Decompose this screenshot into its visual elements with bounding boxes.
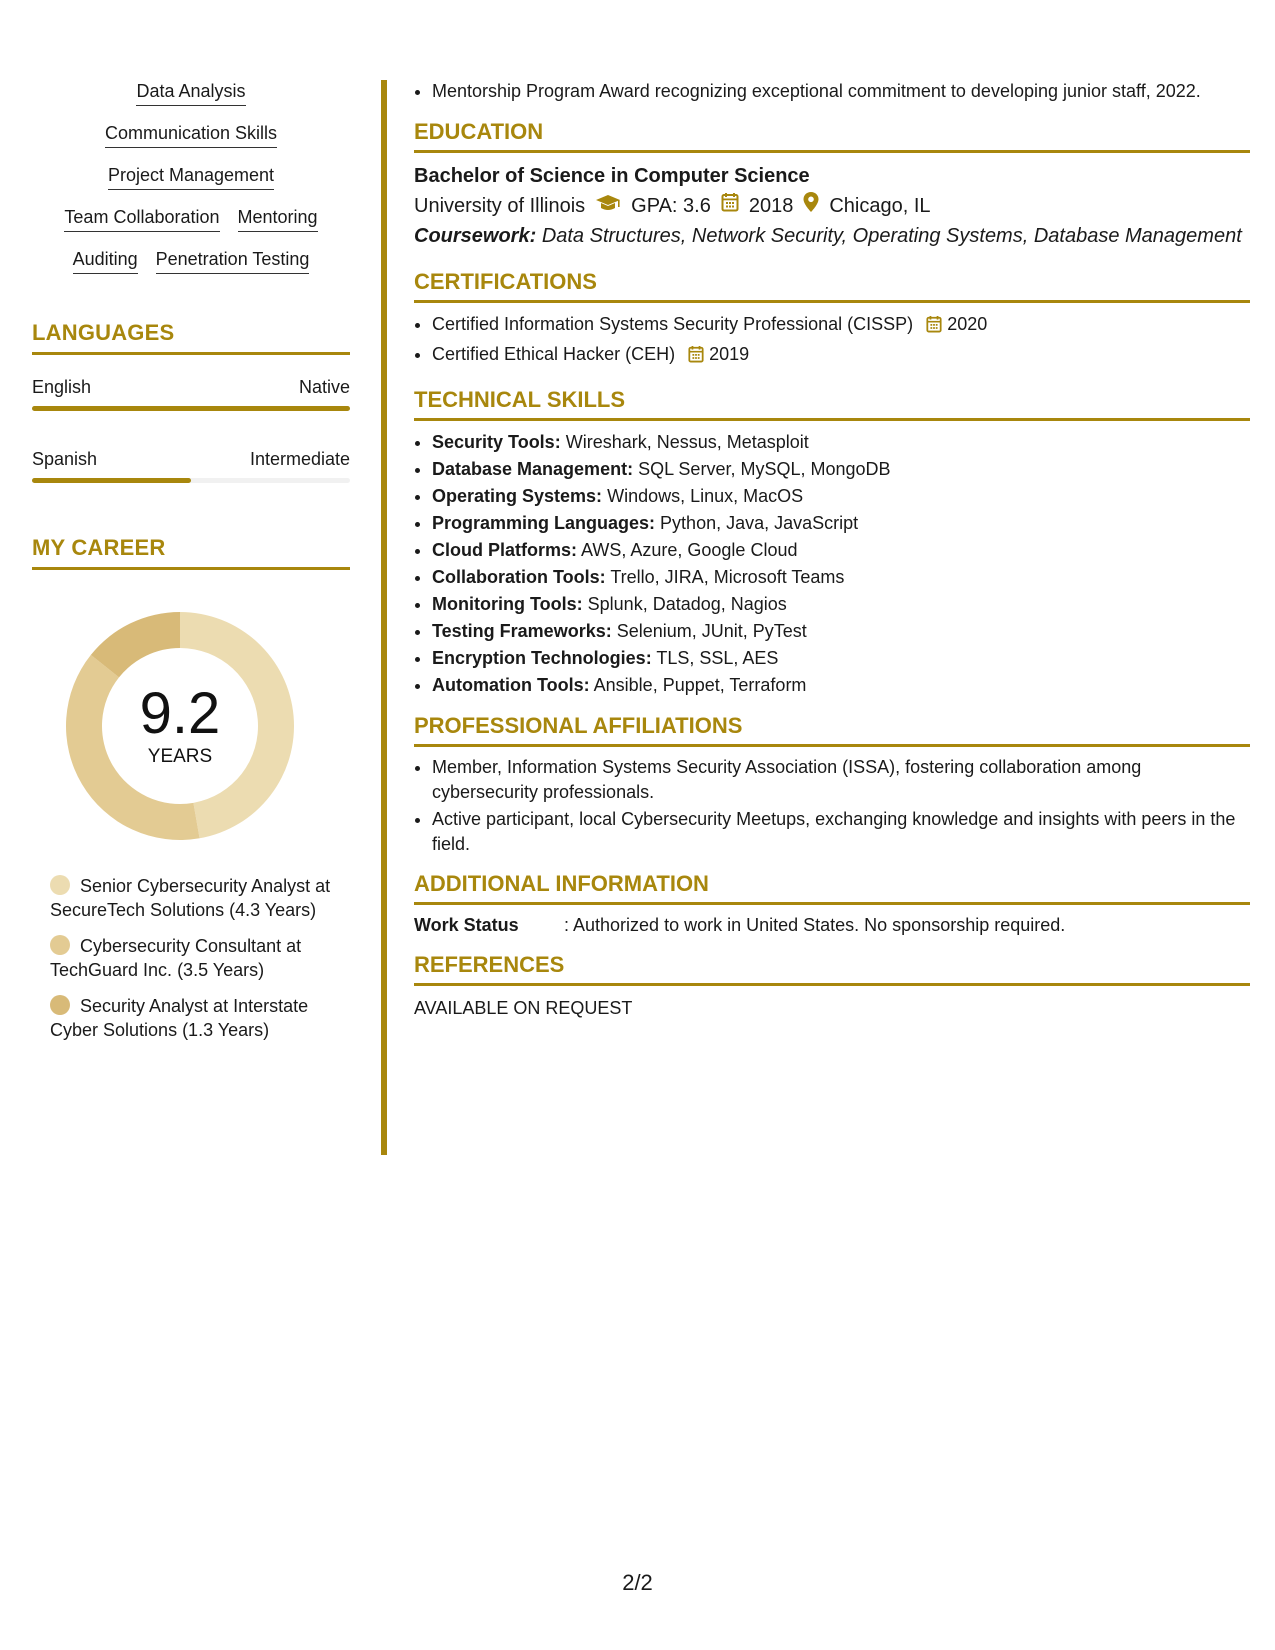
- legend-dot: [50, 995, 70, 1015]
- certification-name: Certified Ethical Hacker (CEH): [432, 344, 676, 364]
- career-label: Senior Cybersecurity Analyst at SecureTech Solutions (4.3 Years): [50, 876, 331, 920]
- calendar-icon: [688, 344, 704, 371]
- skill-tag: Project Management: [108, 164, 274, 190]
- calendar-icon: [721, 191, 739, 221]
- left-column: [32, 80, 350, 1054]
- language-row: [32, 377, 350, 398]
- education-degree: Bachelor of Science in Computer Science: [414, 165, 810, 187]
- languages-list: [32, 377, 350, 483]
- skill-tag: Auditing: [73, 248, 138, 274]
- additional-info-title: ADDITIONAL INFORMATION: [414, 871, 1250, 905]
- skill-row: [32, 80, 350, 106]
- career-donut: [66, 612, 294, 840]
- language-bar-fill: [32, 406, 350, 411]
- education-school: University of Illinois: [414, 195, 586, 217]
- tech-skill-value: Windows, Linux, MacOS: [607, 486, 804, 506]
- tech-skill-value: Ansible, Puppet, Terraform: [593, 675, 807, 695]
- calendar-icon: [926, 314, 942, 341]
- certifications-section: [414, 311, 1250, 371]
- work-status-value: : Authorized to work in United States. No sponsorship required.: [564, 915, 1066, 935]
- tech-skill-label: Collaboration Tools:: [432, 567, 606, 587]
- education-coursework: [414, 221, 1250, 251]
- career-title: MY CAREER: [32, 535, 350, 570]
- career-item: [50, 934, 340, 982]
- affiliations-section: [414, 755, 1250, 857]
- tech-skill-value: Python, Java, JavaScript: [660, 513, 859, 533]
- tech-skill-label: Database Management:: [432, 459, 634, 479]
- affiliations-list: [414, 755, 1250, 857]
- map-pin-icon: [803, 191, 819, 221]
- certification-item: [432, 311, 1250, 341]
- education-details: [414, 191, 1250, 221]
- tech-skill-value: Splunk, Datadog, Nagios: [587, 594, 787, 614]
- affiliation-item: • Member, Information Systems Security Association (ISSA), fostering collaboration among cybersecurity professionals.: [432, 755, 1250, 805]
- affiliations-title: PROFESSIONAL AFFILIATIONS: [414, 713, 1250, 747]
- award-item: • Mentorship Program Award recognizing exceptional commitment to developing junior staff, 2022.: [432, 78, 1250, 105]
- affiliation-item: • Active participant, local Cybersecurity Meetups, exchanging knowledge and insights with peers in the field.: [432, 807, 1250, 857]
- certification-name: Certified Information Systems Security Professional (CISSP): [432, 314, 914, 334]
- career-label: Security Analyst at Interstate Cyber Solutions (1.3 Years): [50, 996, 309, 1040]
- graduation-cap-icon: [595, 191, 621, 221]
- certifications-list: [414, 311, 1250, 371]
- tech-skill-label: Operating Systems:: [432, 486, 603, 506]
- right-column: [414, 78, 1250, 1019]
- technical-skills-list: [414, 429, 1250, 699]
- skill-row: [32, 122, 350, 148]
- tech-skill-label: Cloud Platforms:: [432, 540, 578, 560]
- page-number: 2/2: [622, 1570, 653, 1595]
- technical-skills-section: [414, 429, 1250, 699]
- tech-skill-item: [432, 618, 1250, 645]
- language-level: Native: [298, 377, 350, 397]
- tech-skill-item: [432, 456, 1250, 483]
- tech-skill-item: [432, 429, 1250, 456]
- certification-item: [432, 341, 1250, 371]
- language-bar-fill: [32, 478, 191, 483]
- language-name: Spanish: [32, 449, 98, 469]
- tech-skill-item: [432, 672, 1250, 699]
- language-bar: [32, 406, 350, 411]
- work-status-key: Work Status: [414, 915, 519, 935]
- tech-skill-value: Trello, JIRA, Microsoft Teams: [610, 567, 845, 587]
- coursework-label: Coursework:: [414, 225, 537, 247]
- tech-skill-value: AWS, Azure, Google Cloud: [581, 540, 798, 560]
- legend-dot: [50, 935, 70, 955]
- awards-list: [414, 78, 1250, 105]
- career-item: [50, 874, 340, 922]
- donut-center: [66, 612, 294, 840]
- languages-title: LANGUAGES: [32, 320, 350, 355]
- tech-skill-value: Selenium, JUnit, PyTest: [616, 621, 807, 641]
- skill-tag: Data Analysis: [136, 80, 245, 106]
- language-name: English: [32, 377, 92, 397]
- tech-skill-value: SQL Server, MySQL, MongoDB: [638, 459, 891, 479]
- tech-skill-item: [432, 591, 1250, 618]
- certifications-title: CERTIFICATIONS: [414, 269, 1250, 303]
- coursework-value: Data Structures, Network Security, Operating Systems, Database Management: [541, 225, 1242, 247]
- education-title: EDUCATION: [414, 119, 1250, 153]
- skill-row: [32, 248, 350, 274]
- language-row: [32, 449, 350, 470]
- education-gpa: GPA: 3.6: [631, 195, 711, 217]
- tech-skill-item: [432, 537, 1250, 564]
- technical-skills-title: TECHNICAL SKILLS: [414, 387, 1250, 421]
- education-year: 2018: [748, 195, 794, 217]
- skill-tag: Mentoring: [238, 206, 318, 232]
- references-text: AVAILABLE ON REQUEST: [414, 998, 633, 1018]
- tech-skill-item: [432, 564, 1250, 591]
- career-item: [50, 994, 340, 1042]
- education-location: Chicago, IL: [829, 195, 931, 217]
- column-divider: [381, 80, 387, 1155]
- tech-skill-label: Monitoring Tools:: [432, 594, 583, 614]
- skill-row: [32, 164, 350, 190]
- certification-year: 2019: [709, 344, 750, 364]
- career-label: Cybersecurity Consultant at TechGuard Inc. (3.5 Years): [50, 936, 302, 980]
- career-legend: [50, 874, 340, 1042]
- tech-skill-label: Automation Tools:: [432, 675, 590, 695]
- tech-skill-item: [432, 510, 1250, 537]
- tech-skill-label: Testing Frameworks:: [432, 621, 612, 641]
- tech-skill-label: Encryption Technologies:: [432, 648, 652, 668]
- skill-tag: Team Collaboration: [64, 206, 219, 232]
- career-total: 9.2: [139, 681, 221, 746]
- certification-year: 2020: [947, 314, 988, 334]
- legend-dot: [50, 875, 70, 895]
- career-unit: YEARS: [147, 746, 213, 767]
- skill-tag: Penetration Testing: [156, 248, 310, 274]
- skill-row: [32, 206, 350, 232]
- language-bar: [32, 478, 350, 483]
- tech-skill-item: [432, 645, 1250, 672]
- tech-skill-label: Security Tools:: [432, 432, 561, 452]
- skills-list: [32, 80, 350, 274]
- tech-skill-value: TLS, SSL, AES: [656, 648, 779, 668]
- work-status-row: [414, 915, 1250, 936]
- references-title: REFERENCES: [414, 952, 1250, 986]
- tech-skill-value: Wireshark, Nessus, Metasploit: [565, 432, 809, 452]
- tech-skill-item: [432, 483, 1250, 510]
- skill-tag: Communication Skills: [105, 122, 277, 148]
- tech-skill-label: Programming Languages:: [432, 513, 656, 533]
- language-level: Intermediate: [249, 449, 350, 469]
